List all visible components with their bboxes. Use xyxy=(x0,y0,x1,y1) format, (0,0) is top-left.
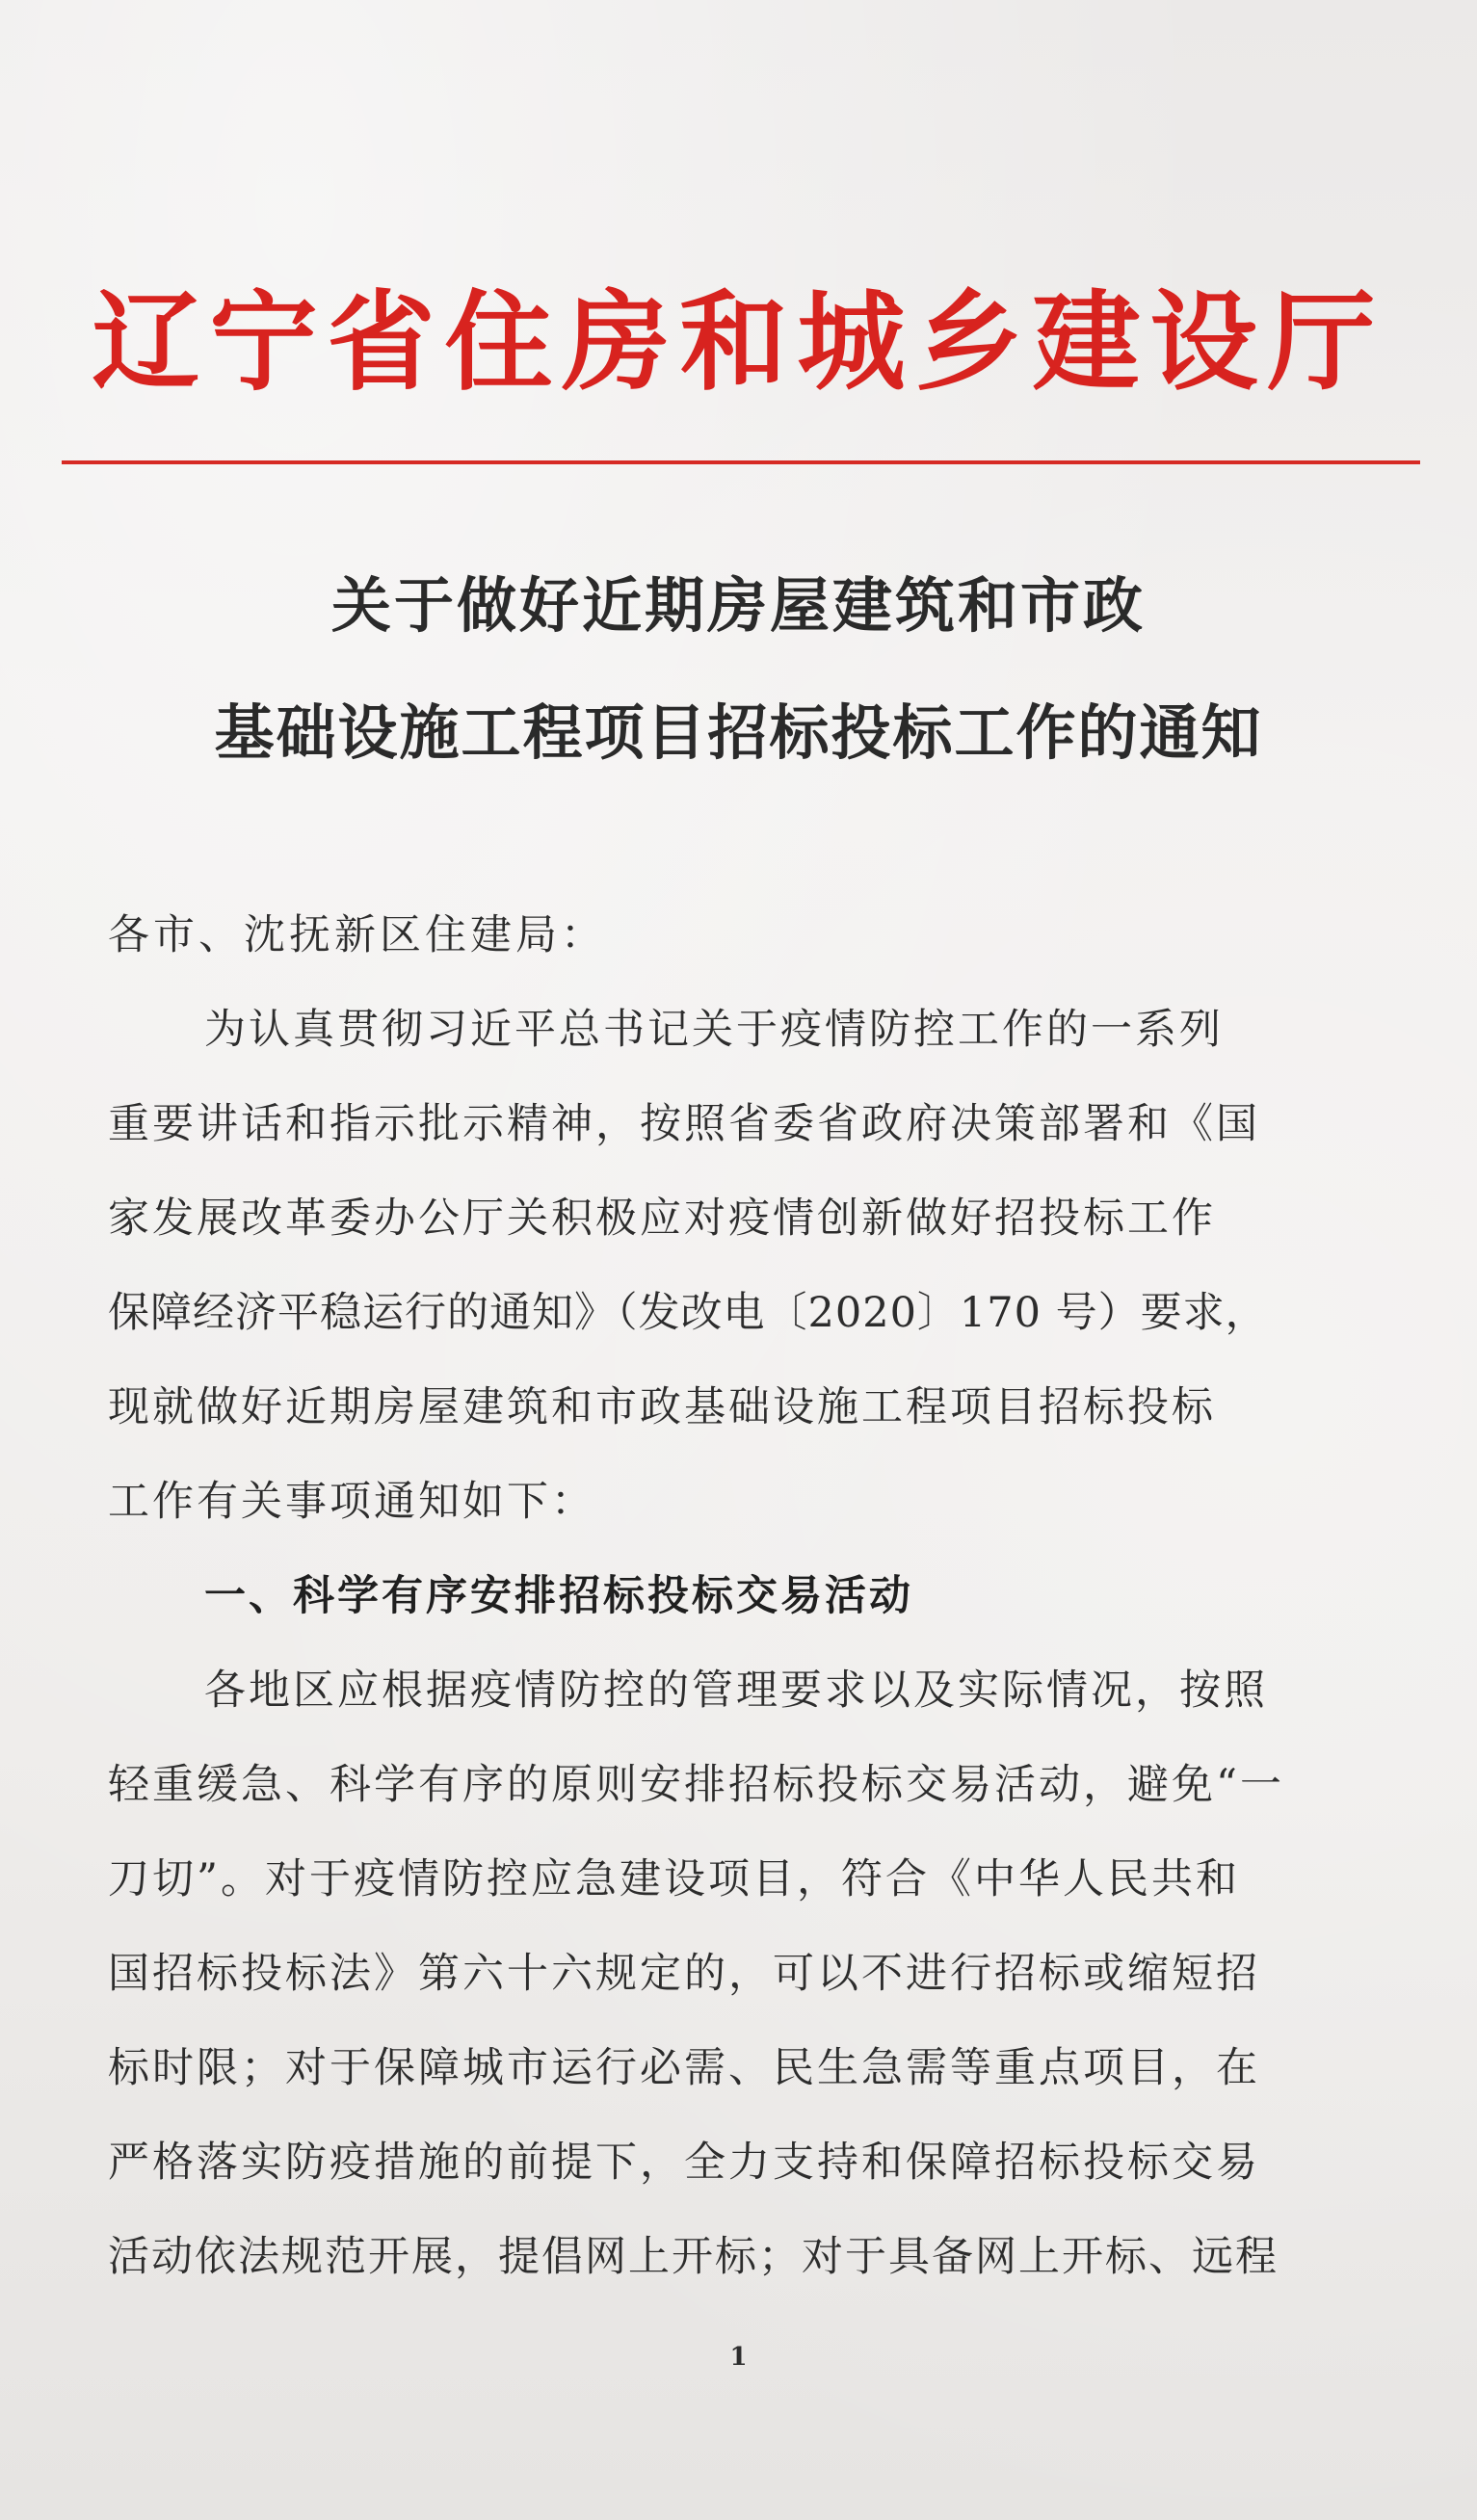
intro-line: 家发展改革委办公厅关积极应对疫情创新做好招投标工作 xyxy=(108,1194,1216,1243)
section-1-line: 标时限；对于保障城市运行必需、民生急需等重点项目，在 xyxy=(108,2044,1260,2092)
section-1-line: 各地区应根据疫情防控的管理要求以及实际情况，按照 xyxy=(204,1667,1268,1715)
intro-line: 工作有关事项通知如下： xyxy=(108,1478,595,1526)
letterhead-red-rule xyxy=(62,460,1420,464)
document-title-line-2: 基础设施工程项目招标投标工作的通知 xyxy=(214,697,1263,768)
intro-line: 重要讲话和指示批示精神，按照省委省政府决策部署和《国 xyxy=(108,1100,1260,1148)
section-1-line: 严格落实防疫措施的前提下，全力支持和保障招标投标交易 xyxy=(108,2139,1260,2187)
document-title-line-1: 关于做好近期房屋建筑和市政 xyxy=(330,570,1146,641)
section-1-line: 轻重缓急、科学有序的原则安排招标投标交易活动，避免“一 xyxy=(108,1761,1284,1809)
section-1-line: 刀切”。对于疫情防控应急建设项目，符合《中华人民共和 xyxy=(108,1855,1240,1903)
section-1-heading: 一、科学有序安排招标投标交易活动 xyxy=(204,1572,913,1620)
section-1-line: 活动依法规范开展，提倡网上开标；对于具备网上开标、远程 xyxy=(108,2233,1279,2281)
section-1-line: 国招标投标法》第六十六规定的，可以不进行招标或缩短招 xyxy=(108,1950,1260,1998)
salutation: 各市、沈抚新区住建局： xyxy=(108,911,606,959)
intro-line: 为认真贯彻习近平总书记关于疫情防控工作的一系列 xyxy=(204,1006,1224,1054)
intro-line: 保障经济平稳运行的通知》（发改电〔2020〕170 号）要求， xyxy=(108,1289,1268,1337)
page-number: 1 xyxy=(729,2343,748,2372)
letterhead-org-name: 辽宁省住房和城乡建设厅 xyxy=(92,279,1385,406)
intro-line: 现就做好近期房屋建筑和市政基础设施工程项目招标投标 xyxy=(108,1383,1216,1431)
